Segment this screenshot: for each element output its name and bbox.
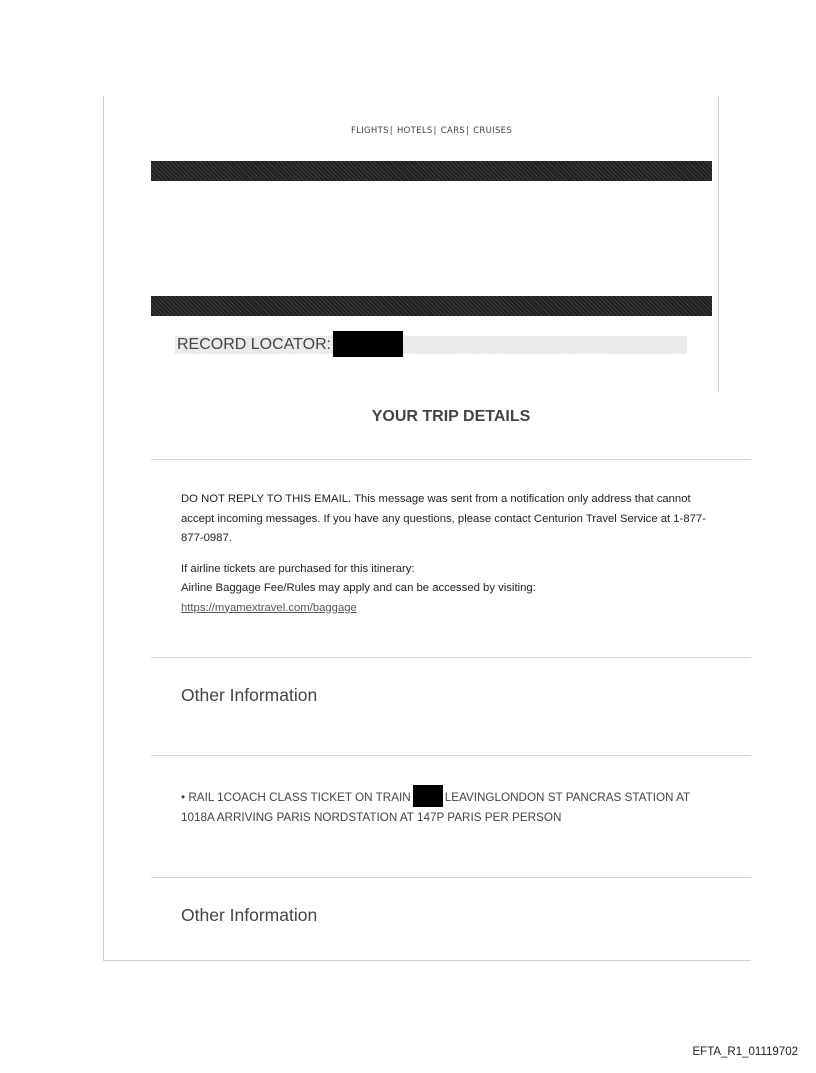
header-banner-top xyxy=(151,161,712,181)
divider xyxy=(151,459,751,460)
frame-bottom-border xyxy=(103,960,751,961)
notice-block xyxy=(181,490,716,618)
airline-ticket-line: If airline tickets are purchased for this itinerary: xyxy=(181,562,415,575)
nav-separator: | xyxy=(389,126,393,136)
nav-link-hotels[interactable]: HOTELS xyxy=(396,126,433,136)
nav-link-cruises[interactable]: CRUISES xyxy=(473,126,513,136)
divider xyxy=(151,657,751,658)
record-locator-label: RECORD LOCATOR: xyxy=(177,336,332,353)
header-banner-bottom xyxy=(151,296,712,316)
baggage-rules-line: Airline Baggage Fee/Rules may apply and can be accessed by visiting: xyxy=(181,582,536,594)
other-information-heading: Other Information xyxy=(181,905,318,925)
other-information-heading: Other Information xyxy=(181,685,318,705)
record-locator-bar xyxy=(175,336,687,354)
nav-link-cars[interactable]: CARS xyxy=(440,126,465,136)
do-not-reply-notice: DO NOT REPLY TO THIS EMAIL. This message was sent from a notification only address that cannot accept incoming messages. If you have any questions, please contact Centurion Travel Service at 1-877-877-0987. xyxy=(181,493,706,544)
document-id: EFTA_R1_01119702 xyxy=(692,1046,798,1058)
redaction-box xyxy=(413,785,443,807)
rail-ticket-text-start: • RAIL 1COACH CLASS TICKET ON TRAIN xyxy=(181,791,411,804)
divider xyxy=(151,755,751,756)
frame-left-border xyxy=(103,96,104,960)
frame-right-border xyxy=(718,96,719,392)
nav-separator: | xyxy=(433,126,437,136)
nav-link-flights[interactable]: FLIGHTS xyxy=(350,126,389,136)
rail-ticket-item xyxy=(181,785,726,827)
baggage-link[interactable]: https://myamextravel.com/baggage xyxy=(181,601,357,614)
nav-separator: | xyxy=(466,126,470,136)
trip-details-heading: YOUR TRIP DETAILS xyxy=(371,408,531,425)
redaction-box xyxy=(333,331,403,357)
rail-ticket-text-end: LEAVINGLONDON ST PANCRAS STATION AT 1018A ARRIVING PARIS NORDSTATION AT 147P PARIS PER PERSON xyxy=(181,791,690,824)
divider xyxy=(151,877,751,878)
top-nav xyxy=(151,126,712,136)
